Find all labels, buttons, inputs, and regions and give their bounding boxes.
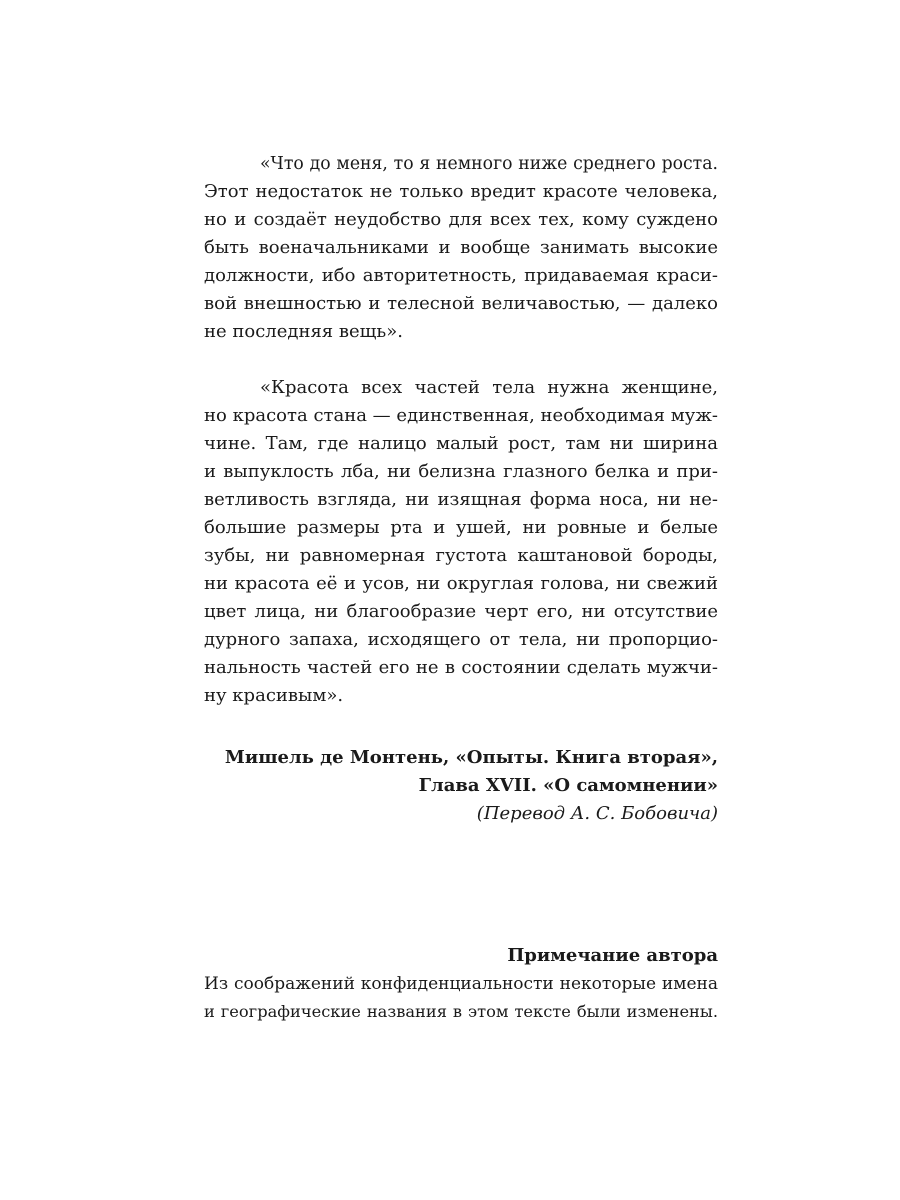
quote1-line: но и создаёт неудобство для всех тех, кому суждено — [204, 209, 718, 230]
quote1-line: не последняя вещь». — [204, 321, 403, 342]
quote2-line: «Красота всех частей тела нужна женщине, — [260, 377, 718, 398]
attribution-translator: (Перевод А. С. Бобовича) — [476, 803, 718, 824]
quote2-line: дурного запаха, исходящего от тела, ни пропорцио- — [204, 629, 718, 650]
quote1-line: должности, ибо авторитетность, придаваемая краси- — [204, 265, 718, 286]
author-note-line: и географические названия в этом тексте были изменены. — [204, 1002, 718, 1021]
author-note-heading: Примечание автора — [507, 945, 718, 966]
quote1-line: Этот недостаток не только вредит красоте человека, — [204, 181, 718, 202]
quote2-line: цвет лица, ни благообразие черт его, ни отсутствие — [204, 601, 718, 622]
author-note-line: Из соображений конфиденциальности некоторые имена — [204, 974, 718, 994]
quote2-line: чине. Там, где налицо малый рост, там ни ширина — [204, 433, 718, 454]
quote2-line: ну красивым». — [204, 685, 344, 706]
quote1-line: быть военачальниками и вообще занимать высокие — [204, 237, 718, 258]
quote2-line: зубы, ни равномерная густота каштановой бороды, — [204, 545, 718, 566]
attribution-chapter: Глава XVII. «О самомнении» — [418, 775, 718, 796]
quote2-line: ни красота её и усов, ни округлая голова, ни свежий — [204, 573, 718, 594]
quote2-line: нальность частей его не в состоянии сделать мужчи- — [204, 657, 718, 678]
quote2-line: большие размеры рта и ушей, ни ровные и белые — [204, 517, 718, 538]
quote2-line: и выпуклость лба, ни белизна глазного белка и при- — [204, 461, 718, 482]
quote2-line: но красота стана — единственная, необходимая муж- — [204, 405, 718, 426]
attribution-author: Мишель де Монтень, «Опыты. Книга вторая», — [224, 747, 718, 768]
quote2-line: ветливость взгляда, ни изящная форма носа, ни не- — [204, 489, 718, 510]
quote1-line: «Что до меня, то я немного ниже среднего роста. — [260, 154, 718, 174]
quote1-line: вой внешностью и телесной величавостью, — далеко — [204, 293, 718, 314]
